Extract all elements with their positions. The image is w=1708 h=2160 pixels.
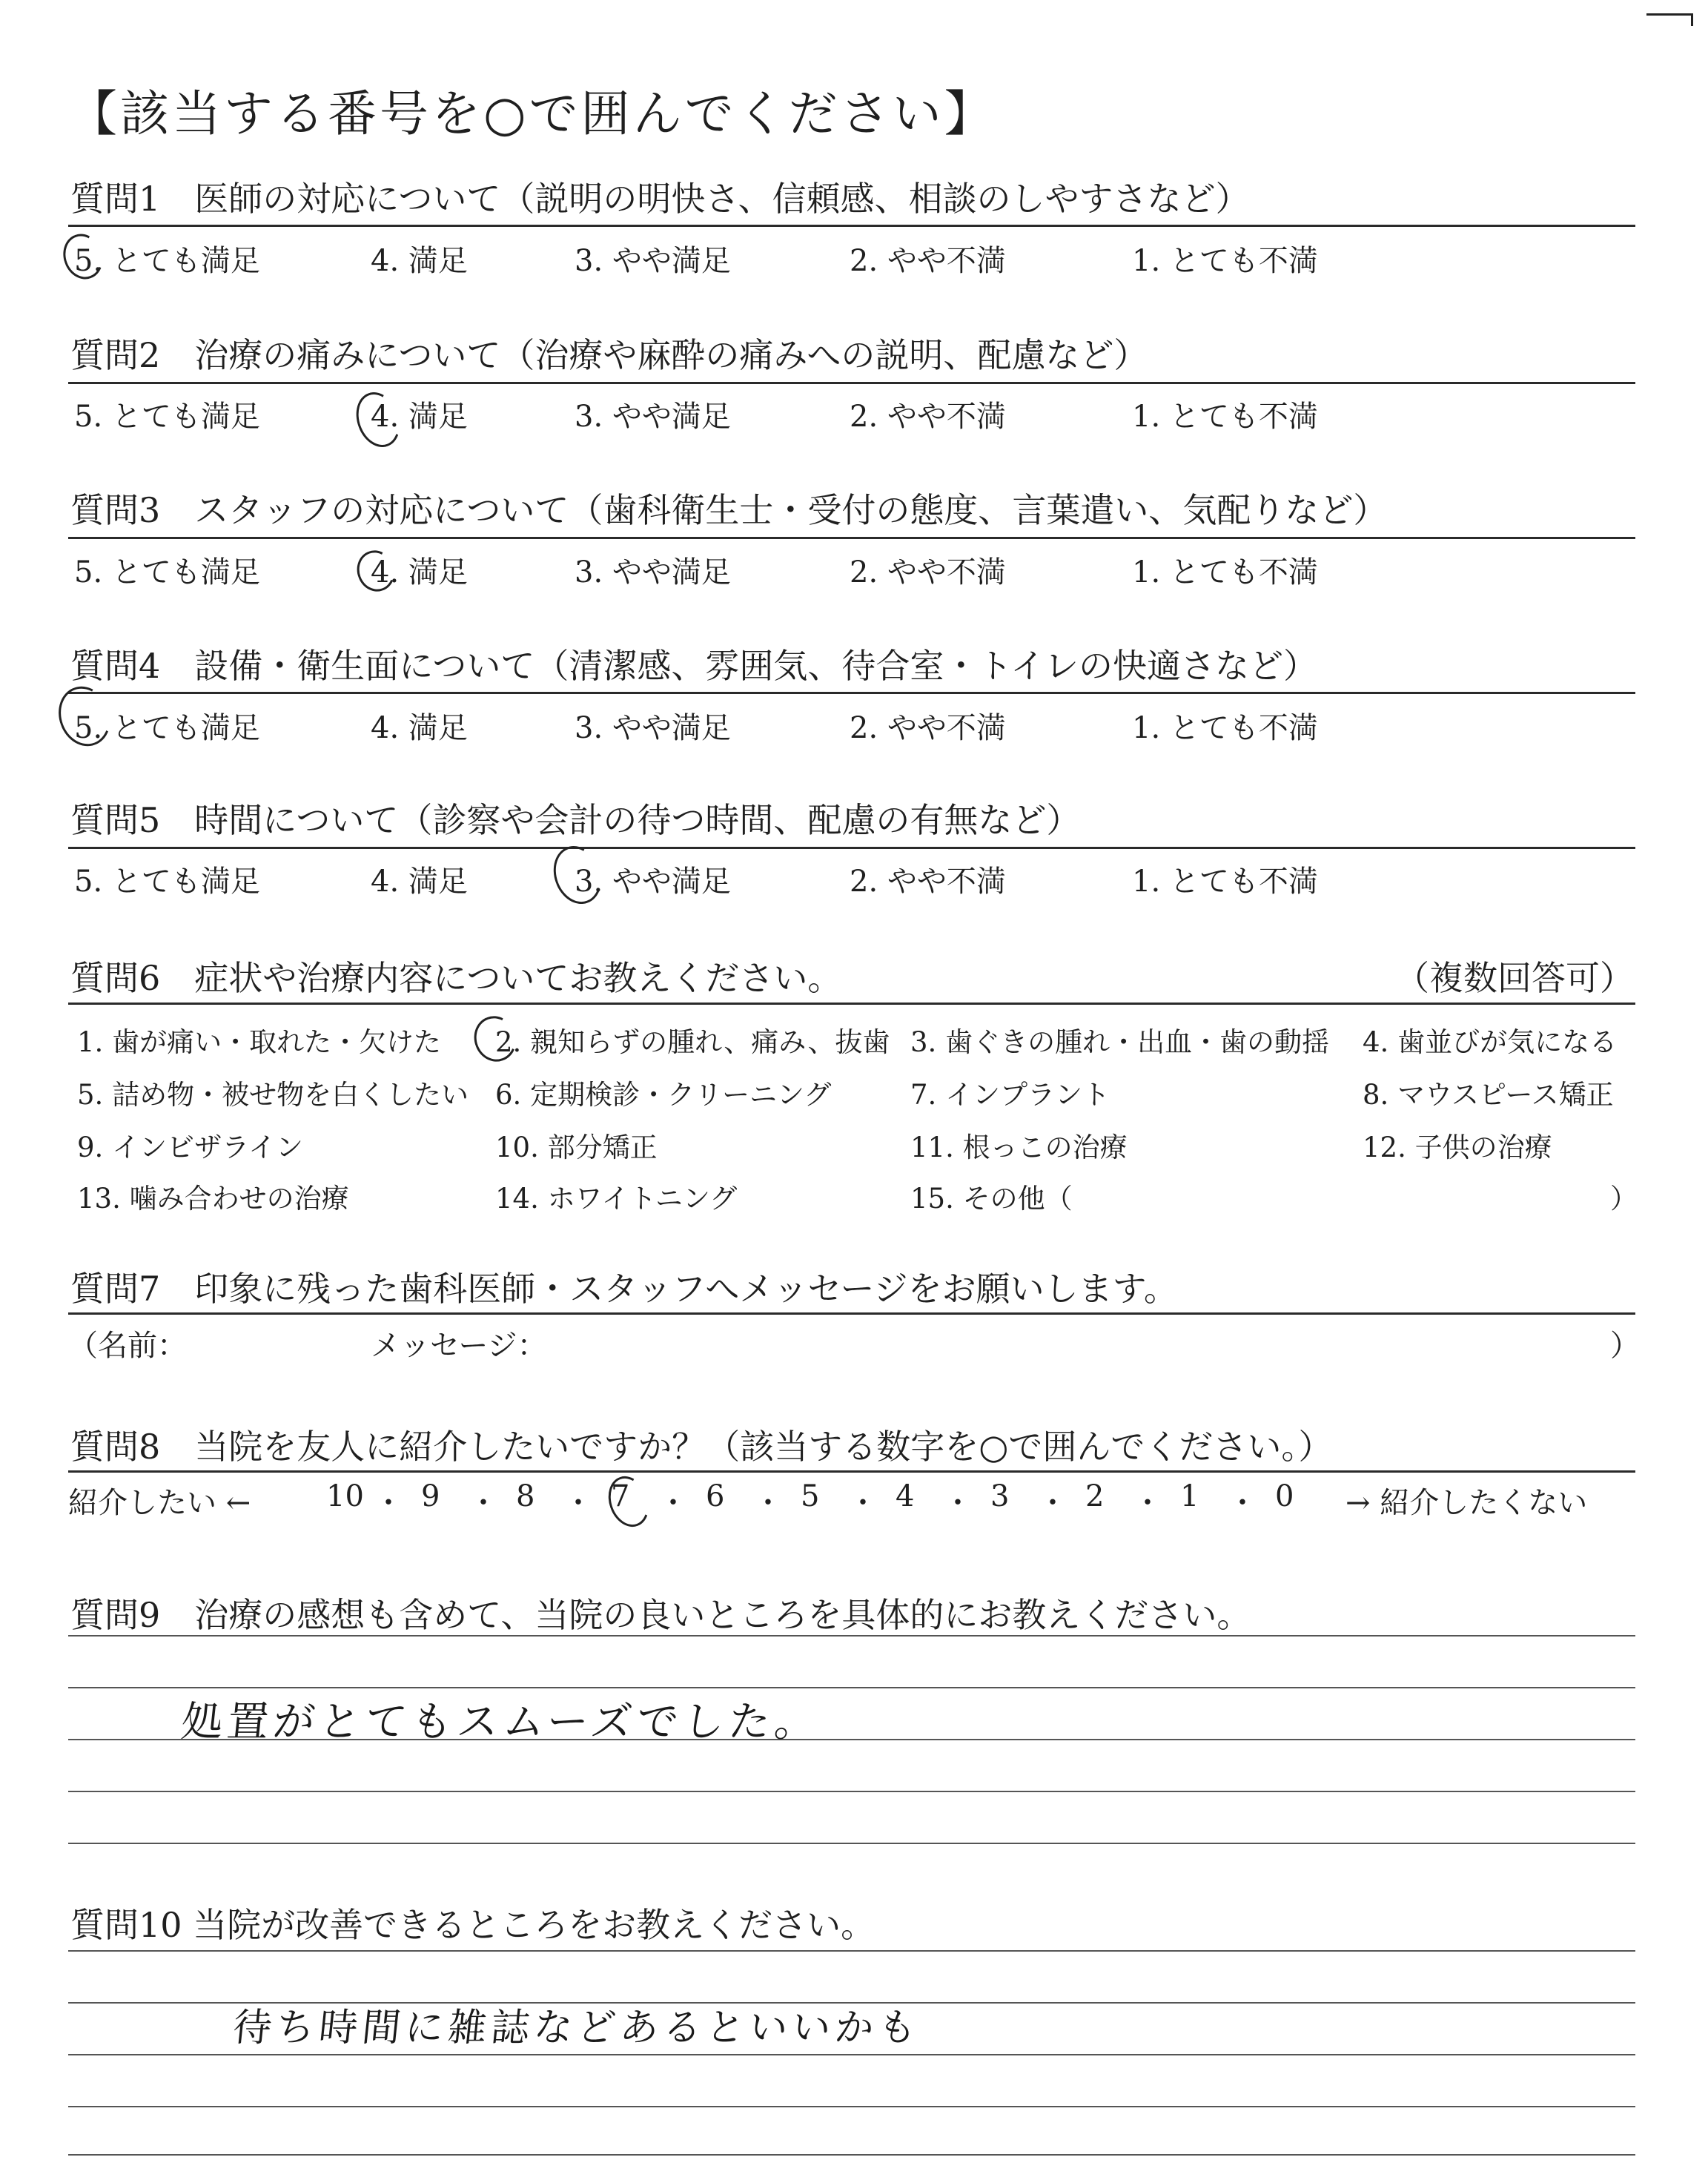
q10-line-3: [68, 2054, 1635, 2055]
q6-option-15[interactable]: 15. その他（: [910, 1183, 1073, 1215]
q4-rule: [68, 692, 1635, 694]
q3-rule: [68, 537, 1635, 539]
q2-title: 質問2 治療の痛みについて（治療や麻酔の痛みへの説明、配慮など）: [70, 335, 1148, 375]
q8-scale-value-6[interactable]: 6: [706, 1479, 725, 1513]
q5-option-3[interactable]: 3. やや満足: [575, 865, 731, 899]
q6-option-14[interactable]: 14. ホワイトニング: [495, 1183, 738, 1215]
q9-line-2: [68, 1687, 1635, 1688]
q4-option-4[interactable]: 4. 満足: [371, 711, 468, 745]
q7-rule: [68, 1312, 1635, 1315]
q10-line-5: [68, 2154, 1635, 2156]
q4-title: 質問4 設備・衛生面について（清潔感、雰囲気、待合室・トイレの快適さなど）: [70, 646, 1318, 686]
q6-option-4[interactable]: 4. 歯並びが気になる: [1363, 1026, 1618, 1058]
q8-scale-value-10[interactable]: 10: [326, 1479, 364, 1513]
q8-scale-separator: ・: [753, 1486, 783, 1520]
page-corner-mark: [1646, 13, 1693, 26]
q3-option-1[interactable]: 1. とても不満: [1132, 555, 1318, 589]
q1-option-5[interactable]: 5. とても満足: [74, 244, 260, 278]
q8-scale-separator: ・: [374, 1486, 403, 1520]
q8-scale-value-3[interactable]: 3: [990, 1479, 1010, 1513]
q8-scale-separator: ・: [848, 1486, 878, 1520]
q8-scale-separator: ・: [1038, 1486, 1068, 1520]
q4-option-2[interactable]: 2. やや不満: [850, 711, 1006, 745]
q9-line-1: [68, 1635, 1635, 1636]
q9-title: 質問9 治療の感想も含めて、当院の良いところを具体的にお教えください。: [70, 1595, 1251, 1635]
q8-scale-separator: ・: [658, 1486, 688, 1520]
q2-option-3[interactable]: 3. やや満足: [575, 400, 731, 434]
page-heading: 【該当する番号を○で囲んでください】: [68, 85, 996, 142]
q1-option-1[interactable]: 1. とても不満: [1132, 244, 1318, 278]
q10-title: 質問10 当院が改善できるところをお教えください。: [70, 1905, 875, 1945]
q6-option-8[interactable]: 8. マウスピース矯正: [1363, 1079, 1614, 1111]
q2-option-5[interactable]: 5. とても満足: [74, 400, 260, 434]
q3-option-5[interactable]: 5. とても満足: [74, 555, 260, 589]
q8-left-label: 紹介したい ←: [68, 1486, 251, 1520]
q9-line-4: [68, 1791, 1635, 1792]
q6-option-10[interactable]: 10. 部分矯正: [495, 1132, 658, 1163]
q8-scale-separator: ・: [563, 1486, 593, 1520]
q3-title: 質問3 スタッフの対応について（歯科衛生士・受付の態度、言葉遣い、気配りなど）: [70, 490, 1388, 530]
q8-scale-value-1[interactable]: 1: [1180, 1479, 1199, 1513]
q6-option-2[interactable]: 2. 親知らずの腫れ、痛み、抜歯: [495, 1026, 890, 1058]
q6-option-5[interactable]: 5. 詰め物・被せ物を白くしたい: [77, 1079, 469, 1111]
q1-option-2[interactable]: 2. やや不満: [850, 244, 1006, 278]
q8-scale-separator: ・: [943, 1486, 973, 1520]
q1-rule: [68, 225, 1635, 227]
q8-scale-value-7[interactable]: 7: [611, 1479, 630, 1513]
q7-message-label: メッセージ：: [371, 1329, 547, 1363]
q8-scale-separator: ・: [1228, 1486, 1257, 1520]
q3-option-3[interactable]: 3. やや満足: [575, 555, 731, 589]
q6-option-9[interactable]: 9. インビザライン: [77, 1132, 303, 1163]
q6-option-12[interactable]: 12. 子供の治療: [1363, 1132, 1552, 1163]
q6-note: （複数回答可）: [1395, 958, 1634, 998]
q5-option-1[interactable]: 1. とても不満: [1132, 865, 1318, 899]
q8-scale-value-8[interactable]: 8: [516, 1479, 535, 1513]
q10-handwritten-answer: 待ち時間に雑誌などあるといいかも: [231, 2006, 924, 2050]
q7-title: 質問7 印象に残った歯科医師・スタッフへメッセージをお願いします。: [70, 1269, 1178, 1309]
q9-line-5: [68, 1843, 1635, 1844]
q2-option-2[interactable]: 2. やや不満: [850, 400, 1006, 434]
q8-scale-value-4[interactable]: 4: [896, 1479, 915, 1513]
q6-option-7[interactable]: 7. インプラント: [910, 1079, 1110, 1111]
q6-option-15-close: ）: [1610, 1183, 1638, 1215]
q8-title: 質問8 当院を友人に紹介したいですか？（該当する数字を○で囲んでください。）: [70, 1427, 1333, 1467]
q4-option-1[interactable]: 1. とても不満: [1132, 711, 1318, 745]
q4-option-3[interactable]: 3. やや満足: [575, 711, 731, 745]
q10-line-4: [68, 2106, 1635, 2107]
q6-rule: [68, 1003, 1635, 1005]
q1-option-3[interactable]: 3. やや満足: [575, 244, 731, 278]
q2-rule: [68, 382, 1635, 384]
q8-rule: [68, 1470, 1635, 1473]
q7-close: ）: [1610, 1329, 1640, 1363]
q5-option-5[interactable]: 5. とても満足: [74, 865, 260, 899]
q2-option-4[interactable]: 4. 満足: [371, 400, 468, 434]
q6-option-13[interactable]: 13. 噛み合わせの治療: [77, 1183, 349, 1215]
q3-option-4[interactable]: 4. 満足: [371, 555, 468, 589]
q5-rule: [68, 847, 1635, 849]
q8-scale-value-2[interactable]: 2: [1085, 1479, 1105, 1513]
q8-scale-separator: ・: [469, 1486, 498, 1520]
q1-title: 質問1 医師の対応について（説明の明快さ、信頼感、相談のしやすさなど）: [70, 179, 1250, 219]
q6-option-11[interactable]: 11. 根っこの治療: [910, 1132, 1128, 1163]
q8-scale-separator: ・: [1133, 1486, 1162, 1520]
q1-option-4[interactable]: 4. 満足: [371, 244, 468, 278]
q3-option-2[interactable]: 2. やや不満: [850, 555, 1006, 589]
q8-scale-value-0[interactable]: 0: [1275, 1479, 1294, 1513]
q10-line-1: [68, 1950, 1635, 1952]
q8-scale-value-5[interactable]: 5: [801, 1479, 820, 1513]
q6-title: 質問6 症状や治療内容についてお教えください。: [70, 958, 842, 998]
q8-selection-circle: [602, 1470, 656, 1533]
q6-option-1[interactable]: 1. 歯が痛い・取れた・欠けた: [77, 1026, 442, 1058]
q6-option-3[interactable]: 3. 歯ぐきの腫れ・出血・歯の動揺: [910, 1026, 1330, 1058]
q4-option-5[interactable]: 5. とても満足: [74, 711, 260, 745]
q8-scale-value-9[interactable]: 9: [421, 1479, 440, 1513]
q5-option-4[interactable]: 4. 満足: [371, 865, 468, 899]
q6-option-6[interactable]: 6. 定期検診・クリーニング: [495, 1079, 832, 1111]
q9-handwritten-answer: 処置がとてもスムーズでした。: [179, 1698, 824, 1746]
q7-name-label: （名前：: [68, 1329, 187, 1363]
q2-option-1[interactable]: 1. とても不満: [1132, 400, 1318, 434]
q8-right-label: → 紹介したくない: [1345, 1486, 1588, 1520]
q5-option-2[interactable]: 2. やや不満: [850, 865, 1006, 899]
q5-title: 質問5 時間について（診察や会計の待つ時間、配慮の有無など）: [70, 800, 1081, 840]
